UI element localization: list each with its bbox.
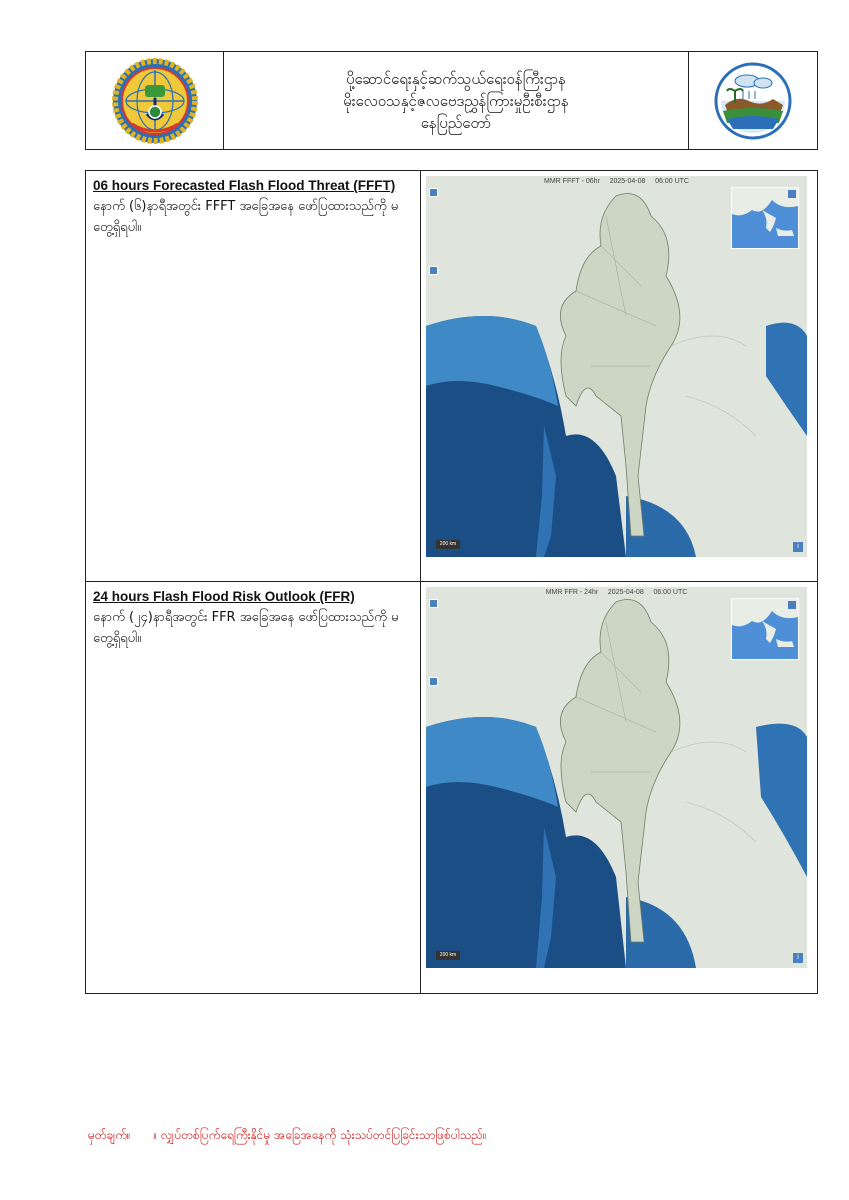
footer-text: ။ လျှပ်တစ်ပြက်ရေကြီးနိုင်မှု အခြေအနေကို သုံးသပ်တင်ပြခြင်းသာဖြစ်ပါသည်။ (153, 1128, 487, 1142)
ffft-title: 06 hours Forecasted Flash Flood Threat (FFFT) (93, 178, 396, 193)
zoom-in-button[interactable] (429, 188, 438, 197)
info-icon[interactable]: i (793, 953, 803, 963)
ministry-name: ပို့ဆောင်ရေးနှင့်ဆက်သွယ်ရေးဝန်ကြီးဌာန (346, 69, 566, 88)
ffr-map[interactable] (426, 587, 807, 968)
ffft-overview-inset (731, 187, 799, 249)
ffft-scale-bar: 200 km (436, 540, 460, 549)
ffft-map[interactable] (426, 176, 807, 557)
footer-note (88, 1127, 487, 1145)
content-table (85, 170, 818, 994)
document-header (85, 51, 818, 150)
zoom-out-button[interactable] (429, 266, 438, 275)
footer-label: မှတ်ချက်။ (88, 1128, 131, 1142)
close-icon[interactable] (788, 601, 796, 609)
ffft-description: နောက် (၆)နာရီအတွင်း FFFT အခြေအနေ ဖော်ပြထားသည်ကို မတွေ့ရှိရပါ။ (93, 199, 399, 235)
hydrology-emblem-icon (713, 61, 793, 141)
ministry-emblem-icon (112, 58, 198, 144)
left-logo-cell (86, 52, 224, 149)
info-icon[interactable]: i (793, 542, 803, 552)
department-name: မိုးလေဝသနှင့်ဇလဗေဒညွှန်ကြားမှုဦးစီးဌာန (343, 91, 569, 110)
ffft-map-cell (421, 171, 817, 581)
header-title-block (224, 52, 688, 149)
zoom-out-button[interactable] (429, 677, 438, 686)
table-row (86, 582, 817, 993)
ffr-overview-inset (731, 598, 799, 660)
ffr-map-title: MMR FFR - 24hr 2025-04-08 06:00 UTC (545, 589, 688, 596)
ffft-text-cell (86, 171, 421, 581)
ffr-description: နောက် (၂၄)နာရီအတွင်း FFR အခြေအနေ ဖော်ပြထားသည်ကို မတွေ့ရှိရပါ။ (93, 610, 399, 646)
close-icon[interactable] (788, 190, 796, 198)
ffr-text-cell (86, 582, 421, 993)
ffft-map-title: MMR FFFT - 06hr 2025-04-08 06:00 UTC (544, 178, 689, 185)
ffr-map-cell (421, 582, 817, 993)
zoom-in-button[interactable] (429, 599, 438, 608)
ffr-scale-bar: 200 km (436, 951, 460, 960)
table-row (86, 171, 817, 582)
ffr-title: 24 hours Flash Flood Risk Outlook (FFR) (93, 589, 355, 604)
city-name: နေပြည်တော် (420, 113, 492, 132)
right-logo-cell (688, 52, 817, 149)
